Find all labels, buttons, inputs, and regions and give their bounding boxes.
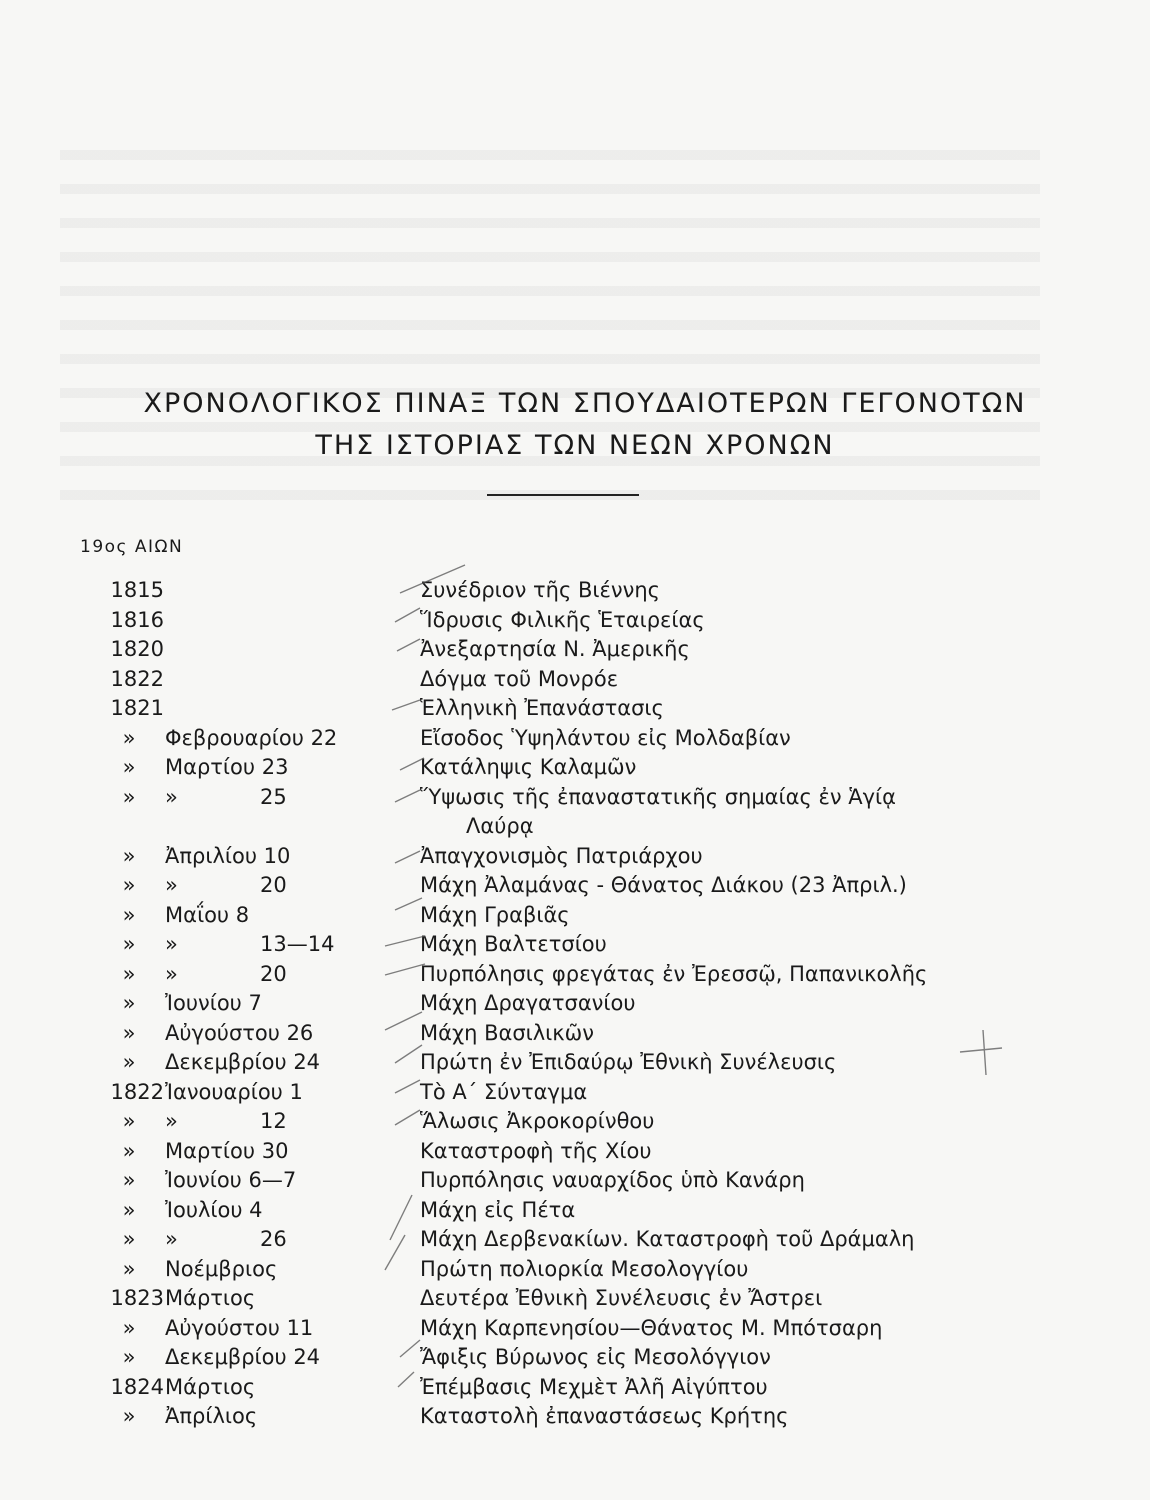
row-year: 1816 (110, 607, 164, 632)
table-row (0, 901, 1150, 930)
table-row (0, 1048, 1150, 1077)
table-row (0, 576, 1150, 605)
row-ditto-mark: » (122, 1109, 136, 1133)
row-ditto-mark: » (122, 1315, 136, 1340)
row-month-day: Ἀπριλίου 10 (165, 843, 291, 868)
row-ditto-mark: » (122, 1138, 136, 1163)
row-event: Μάχη Γραβιᾶς (420, 902, 570, 927)
row-ditto-mark: » (122, 1168, 136, 1192)
table-row (0, 1343, 1150, 1372)
row-event: Ἅλωσις Ἀκροκορίνθου (420, 1109, 655, 1133)
row-event: Εἴσοδος Ὑψηλάντου εἰς Μολδαβίαν (420, 725, 791, 750)
row-ditto-mark: » (122, 784, 136, 809)
table-row (0, 665, 1150, 694)
row-month-day: Ἰανουαρίου 1 (165, 1079, 303, 1104)
row-event: Καταστολὴ ἐπαναστάσεως Κρήτης (420, 1404, 789, 1428)
row-event: Ἵδρυσις Φιλικῆς Ἑταιρείας (420, 607, 705, 632)
row-month-day: » (165, 932, 178, 956)
table-row (0, 930, 1150, 959)
row-event: Μάχη Δερβενακίων. Καταστροφὴ τοῦ Δράμαλη (420, 1227, 915, 1251)
row-month-day: Μαΐου 8 (165, 902, 250, 927)
row-ditto-mark: » (122, 843, 136, 868)
row-month-day: Μάρτιος (165, 1286, 256, 1310)
row-event: Ἑλληνικὴ Ἐπανάστασις (420, 696, 664, 720)
page-title-line-1: ΧΡΟΝΟΛΟΓΙΚΟΣ ΠΙΝΑΞ ΤΩΝ ΣΠΟΥΔΑΙΟΤΕΡΩΝ ΓΕΓΟΝΟΤΩΝ (143, 388, 1027, 419)
table-row (0, 1166, 1150, 1195)
row-event: Ὕψωσις τῆς ἐπαναστατικῆς σημαίας ἐν Ἁγίᾳ (420, 784, 896, 809)
row-ditto-mark: » (122, 1404, 136, 1428)
row-ditto-day: 12 (260, 1109, 287, 1133)
table-row (0, 1314, 1150, 1343)
table-row (0, 1373, 1150, 1402)
row-event: Ἀνεξαρτησία Ν. Ἀμερικῆς (420, 637, 690, 661)
row-event: Ἄφιξις Βύρωνος εἰς Μεσολόγγιον (420, 1345, 771, 1369)
table-row (0, 694, 1150, 723)
century-heading: 19ος ΑΙΩΝ (80, 537, 184, 557)
table-row (0, 753, 1150, 782)
row-month-day: Ἰουνίου 7 (165, 991, 262, 1015)
row-month-day: Δεκεμβρίου 24 (165, 1345, 321, 1369)
row-month-day: » (165, 873, 178, 897)
row-month-day: Αὐγούστου 26 (165, 1020, 314, 1045)
table-row (0, 1255, 1150, 1284)
row-ditto-mark: » (122, 932, 136, 956)
table-row (0, 1225, 1150, 1254)
row-event: Κατάληψις Καλαμῶν (420, 755, 637, 779)
row-event: Καταστροφὴ τῆς Χίου (420, 1138, 652, 1163)
row-event: Μάχη Βασιλικῶν (420, 1020, 594, 1045)
row-ditto-mark: » (122, 1345, 136, 1369)
table-row (0, 1078, 1150, 1107)
table-row (0, 606, 1150, 635)
row-event: Μάχη εἰς Πέτα (420, 1197, 576, 1222)
row-month-day: Μαρτίου 23 (165, 755, 289, 779)
table-row (0, 842, 1150, 871)
row-month-day: Αὐγούστου 11 (165, 1315, 314, 1340)
table-row (0, 960, 1150, 989)
row-ditto-day: 13—14 (260, 932, 335, 956)
table-row (0, 989, 1150, 1018)
table-row (0, 724, 1150, 753)
row-ditto-mark: » (122, 1197, 136, 1222)
row-month-day: Νοέμβριος (165, 1256, 278, 1281)
row-event: Ἀπαγχονισμὸς Πατριάρχου (420, 843, 703, 868)
row-ditto-mark: » (122, 873, 136, 897)
row-event: Μάχη Ἀλαμάνας - Θάνατος Διάκου (23 Ἀπριλ.) (420, 873, 907, 897)
row-ditto-day: 26 (260, 1227, 287, 1251)
row-month-day: » (165, 961, 178, 986)
row-ditto-mark: » (122, 1050, 136, 1074)
row-event: Πυρπόλησις ναυαρχίδος ὑπὸ Κανάρη (420, 1168, 805, 1192)
row-event: Πυρπόλησις φρεγάτας ἐν Ἐρεσσῷ, Παπανικολῆς (420, 961, 928, 986)
title-divider (487, 494, 639, 496)
row-ditto-mark: » (122, 1227, 136, 1251)
row-event: Πρώτη ἐν Ἐπιδαύρῳ Ἐθνικὴ Συνέλευσις (420, 1050, 837, 1074)
row-month-day: Μαρτίου 30 (165, 1138, 289, 1163)
row-event: Μάχη Καρπενησίου—Θάνατος Μ. Μπότσαρη (420, 1315, 883, 1340)
row-ditto-mark: » (122, 1256, 136, 1281)
table-row (0, 871, 1150, 900)
table-row (0, 635, 1150, 664)
table-row (0, 1107, 1150, 1136)
row-ditto-day: 20 (260, 873, 287, 897)
row-ditto-mark: » (122, 755, 136, 779)
row-year: 1815 (110, 578, 164, 602)
row-year: 1824 (110, 1374, 164, 1399)
row-month-day: Ἰουλίου 4 (165, 1197, 263, 1222)
row-event: Λαύρᾳ (466, 814, 534, 838)
row-ditto-day: 20 (260, 961, 287, 986)
row-year: 1821 (110, 696, 164, 720)
row-ditto-mark: » (122, 991, 136, 1015)
row-event: Ἐπέμβασις Μεχμὲτ Ἀλῆ Αἰγύπτου (420, 1374, 768, 1399)
table-row (0, 1019, 1150, 1048)
row-ditto-mark: » (122, 902, 136, 927)
row-event: Μάχη Βαλτετσίου (420, 932, 607, 956)
table-row (0, 1284, 1150, 1313)
table-row (0, 783, 1150, 812)
row-year: 1822 (110, 666, 164, 691)
row-month-day: » (165, 1227, 178, 1251)
row-event: Δόγμα τοῦ Μονρόε (420, 666, 619, 691)
row-event: Συνέδριον τῆς Βιέννης (420, 578, 660, 602)
row-ditto-day: 25 (260, 784, 287, 809)
row-year: 1823 (110, 1286, 164, 1310)
table-row (0, 1402, 1150, 1431)
row-ditto-mark: » (122, 1020, 136, 1045)
row-month-day: Ἰουνίου 6—7 (165, 1168, 297, 1192)
row-year: 1820 (110, 637, 164, 661)
row-ditto-mark: » (122, 961, 136, 986)
row-month-day: » (165, 1109, 178, 1133)
row-event: Τὸ Α΄ Σύνταγμα (420, 1079, 588, 1104)
row-event: Μάχη Δραγατσανίου (420, 991, 636, 1015)
table-row (0, 1137, 1150, 1166)
row-month-day: » (165, 784, 178, 809)
row-month-day: Δεκεμβρίου 24 (165, 1050, 321, 1074)
row-event: Πρώτη πολιορκία Μεσολογγίου (420, 1256, 749, 1281)
row-event: Δευτέρα Ἐθνικὴ Συνέλευσις ἐν Ἄστρει (420, 1286, 823, 1310)
page-title-line-2: ΤΗΣ ΙΣΤΟΡΙΑΣ ΤΩΝ ΝΕΩΝ ΧΡΟΝΩΝ (315, 430, 835, 461)
row-month-day: Μάρτιος (165, 1374, 256, 1399)
table-row (0, 1196, 1150, 1225)
row-month-day: Ἀπρίλιος (165, 1404, 258, 1428)
row-ditto-mark: » (122, 725, 136, 750)
table-row (0, 812, 1150, 841)
row-year: 1822 (110, 1079, 164, 1104)
row-month-day: Φεβρουαρίου 22 (165, 725, 338, 750)
